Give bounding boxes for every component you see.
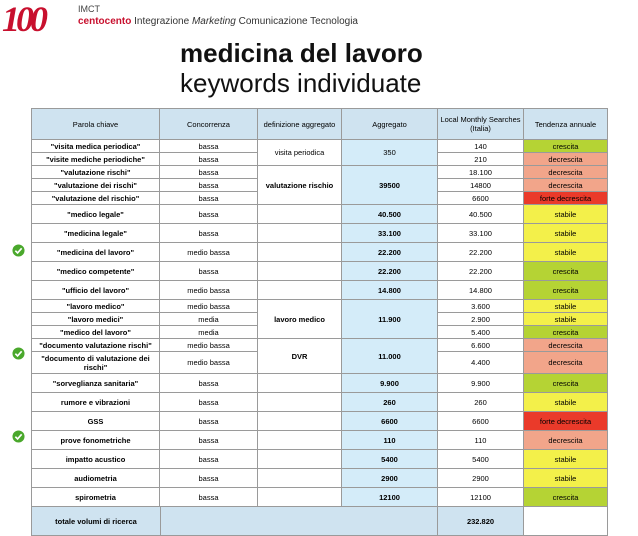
competition-cell: media [160, 326, 258, 339]
group-definition-cell [258, 412, 342, 431]
keyword-cell: "ufficio del lavoro" [32, 281, 160, 300]
table-row [32, 243, 608, 262]
group-definition-cell [258, 393, 342, 412]
trend-cell: stabile [524, 243, 608, 262]
keyword-cell: GSS [32, 412, 160, 431]
group-aggregate-cell: 350 [342, 140, 438, 166]
trend-cell: stabile [524, 224, 608, 243]
group-aggregate-cell: 11.000 [342, 339, 438, 374]
total-row [32, 507, 608, 536]
searches-cell: 5400 [438, 450, 524, 469]
trend-cell: forte decrescita [524, 412, 608, 431]
total-label-cell [32, 507, 438, 536]
group-aggregate-cell: 11.900 [342, 300, 438, 339]
searches-cell: 14.800 [438, 281, 524, 300]
group-definition-cell [258, 450, 342, 469]
trend-cell: decrescita [524, 431, 608, 450]
aggregate-cell: 5400 [342, 450, 438, 469]
header-aggregate: Aggregato [342, 109, 438, 140]
searches-cell: 9.900 [438, 374, 524, 393]
competition-cell: bassa [160, 393, 258, 412]
competition-cell: bassa [160, 488, 258, 507]
total-empty-cell [524, 507, 608, 536]
table-row [32, 431, 608, 450]
keyword-cell: "visita medica periodica" [32, 140, 160, 153]
aggregate-cell: 12100 [342, 488, 438, 507]
table-header-row [32, 109, 608, 140]
competition-cell: medio bassa [160, 243, 258, 262]
trend-cell: decrescita [524, 166, 608, 179]
table-row [32, 374, 608, 393]
group-definition-cell [258, 243, 342, 262]
group-definition-cell [258, 374, 342, 393]
group-aggregate-cell: 39500 [342, 166, 438, 205]
searches-cell: 14800 [438, 179, 524, 192]
keyword-cell: impatto acustico [32, 450, 160, 469]
table-row [32, 412, 608, 431]
header-monthly-searches: Local Monthly Searches (Italia) [438, 109, 524, 140]
competition-cell: bassa [160, 179, 258, 192]
searches-cell: 140 [438, 140, 524, 153]
table-row [32, 140, 608, 153]
group-definition-cell [258, 431, 342, 450]
keyword-cell: "lavoro medico" [32, 300, 160, 313]
searches-cell: 6.600 [438, 339, 524, 352]
trend-cell: crescita [524, 262, 608, 281]
check-icon [12, 430, 25, 443]
trend-cell: stabile [524, 313, 608, 326]
aggregate-cell: 2900 [342, 469, 438, 488]
brand-imct: IMCT [78, 4, 100, 14]
trend-cell: decrescita [524, 352, 608, 374]
trend-cell: crescita [524, 140, 608, 153]
table-row [32, 488, 608, 507]
tagline-part1: Integrazione [131, 16, 192, 27]
group-definition-cell [258, 488, 342, 507]
competition-cell: bassa [160, 140, 258, 153]
competition-cell: medio bassa [160, 281, 258, 300]
group-definition-cell: visita periodica [258, 140, 342, 166]
aggregate-cell: 40.500 [342, 205, 438, 224]
keyword-cell: prove fonometriche [32, 431, 160, 450]
brand-header [78, 4, 358, 27]
aggregate-cell: 22.200 [342, 243, 438, 262]
table-row [32, 450, 608, 469]
header-trend: Tendenza annuale [524, 109, 608, 140]
aggregate-cell: 14.800 [342, 281, 438, 300]
searches-cell: 22.200 [438, 243, 524, 262]
aggregate-cell: 6600 [342, 412, 438, 431]
competition-cell: bassa [160, 374, 258, 393]
searches-cell: 18.100 [438, 166, 524, 179]
keyword-cell: "medico competente" [32, 262, 160, 281]
table-row [32, 166, 608, 179]
header-keyword: Parola chiave [32, 109, 160, 140]
competition-cell: bassa [160, 431, 258, 450]
keyword-cell: "lavoro medici" [32, 313, 160, 326]
keyword-cell: "documento di valutazione dei rischi" [32, 352, 160, 374]
searches-cell: 2900 [438, 469, 524, 488]
page-title [180, 38, 423, 98]
searches-cell: 3.600 [438, 300, 524, 313]
competition-cell: bassa [160, 450, 258, 469]
keywords-table [31, 108, 608, 536]
total-value: 232.820 [438, 507, 524, 536]
searches-cell: 110 [438, 431, 524, 450]
competition-cell: bassa [160, 192, 258, 205]
title-line2: keywords individuate [180, 68, 422, 98]
trend-cell: crescita [524, 326, 608, 339]
keyword-cell: "documento valutazione rischi" [32, 339, 160, 352]
competition-cell: bassa [160, 166, 258, 179]
trend-cell: forte decrescita [524, 192, 608, 205]
competition-cell: media [160, 313, 258, 326]
searches-cell: 2.900 [438, 313, 524, 326]
table-row [32, 393, 608, 412]
trend-cell: crescita [524, 281, 608, 300]
trend-cell: crescita [524, 488, 608, 507]
keyword-cell: "medico legale" [32, 205, 160, 224]
group-definition-cell [258, 205, 342, 224]
competition-cell: bassa [160, 224, 258, 243]
keyword-cell: "medicina legale" [32, 224, 160, 243]
keyword-cell: spirometria [32, 488, 160, 507]
competition-cell: bassa [160, 153, 258, 166]
competition-cell: bassa [160, 262, 258, 281]
group-definition-cell: lavoro medico [258, 300, 342, 339]
competition-cell: medio bassa [160, 339, 258, 352]
group-definition-cell: valutazione rischio [258, 166, 342, 205]
searches-cell: 210 [438, 153, 524, 166]
trend-cell: decrescita [524, 339, 608, 352]
aggregate-cell: 110 [342, 431, 438, 450]
keyword-cell: "medicina del lavoro" [32, 243, 160, 262]
table-row [32, 224, 608, 243]
keyword-cell: "valutazione del rischio" [32, 192, 160, 205]
aggregate-cell: 22.200 [342, 262, 438, 281]
table-row [32, 205, 608, 224]
group-definition-cell [258, 469, 342, 488]
keyword-cell: "medico del lavoro" [32, 326, 160, 339]
searches-cell: 12100 [438, 488, 524, 507]
trend-cell: stabile [524, 393, 608, 412]
tagline-part2: Comunicazione Tecnologia [235, 16, 358, 27]
keyword-cell: audiometria [32, 469, 160, 488]
competition-cell: bassa [160, 412, 258, 431]
searches-cell: 22.200 [438, 262, 524, 281]
check-icon [12, 244, 25, 257]
searches-cell: 5.400 [438, 326, 524, 339]
table-row [32, 281, 608, 300]
header-aggregate-definition: definizione aggregato [258, 109, 342, 140]
competition-cell: medio bassa [160, 300, 258, 313]
check-icon [12, 347, 25, 360]
group-definition-cell [258, 262, 342, 281]
group-definition-cell: DVR [258, 339, 342, 374]
keyword-cell: "valutazione rischi" [32, 166, 160, 179]
keyword-cell: "sorveglianza sanitaria" [32, 374, 160, 393]
keyword-cell: rumore e vibrazioni [32, 393, 160, 412]
keyword-cell: "valutazione dei rischi" [32, 179, 160, 192]
brand-tagline [78, 16, 358, 27]
searches-cell: 4.400 [438, 352, 524, 374]
group-definition-cell [258, 281, 342, 300]
group-definition-cell [258, 224, 342, 243]
searches-cell: 6600 [438, 412, 524, 431]
header-competition: Concorrenza [160, 109, 258, 140]
competition-cell: bassa [160, 469, 258, 488]
company-logo: 100 [2, 0, 44, 39]
aggregate-cell: 9.900 [342, 374, 438, 393]
searches-cell: 40.500 [438, 205, 524, 224]
competition-cell: medio bassa [160, 352, 258, 374]
table-row [32, 339, 608, 352]
trend-cell: stabile [524, 300, 608, 313]
competition-cell: bassa [160, 205, 258, 224]
searches-cell: 33.100 [438, 224, 524, 243]
tagline-marketing: Marketing [191, 16, 236, 27]
aggregate-cell: 260 [342, 393, 438, 412]
brand-company: centocento [78, 16, 132, 27]
trend-cell: stabile [524, 469, 608, 488]
trend-cell: stabile [524, 450, 608, 469]
trend-cell: decrescita [524, 179, 608, 192]
total-label: totale volumi di ricerca [55, 516, 137, 526]
table-row [32, 300, 608, 313]
keyword-cell: "visite mediche periodiche" [32, 153, 160, 166]
trend-cell: decrescita [524, 153, 608, 166]
table-row [32, 469, 608, 488]
table-row [32, 262, 608, 281]
trend-cell: crescita [524, 374, 608, 393]
searches-cell: 260 [438, 393, 524, 412]
searches-cell: 6600 [438, 192, 524, 205]
trend-cell: stabile [524, 205, 608, 224]
aggregate-cell: 33.100 [342, 224, 438, 243]
title-line1: medicina del lavoro [180, 38, 423, 68]
